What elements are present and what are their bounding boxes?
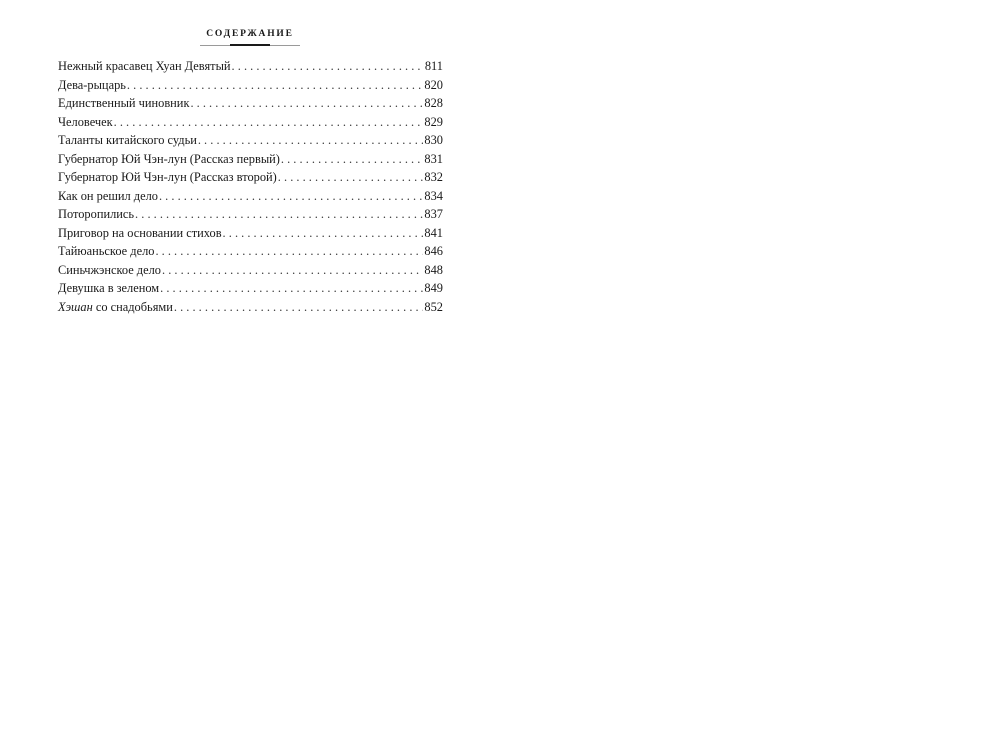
toc-entry	[58, 113, 443, 132]
toc-entry-title: Губернатор Юй Чэн-лун (Рассказ первый)	[58, 151, 280, 166]
dot-leader	[159, 187, 423, 206]
toc-entry	[58, 279, 443, 298]
dot-leader	[278, 168, 424, 187]
dot-leader	[155, 242, 423, 261]
toc-entry	[58, 168, 443, 187]
dot-leader	[127, 76, 423, 95]
toc-entry	[58, 261, 443, 280]
dot-leader	[281, 150, 424, 169]
toc-entry	[58, 224, 443, 243]
toc-entry-title: Как он решил дело	[58, 188, 158, 203]
toc-entry-page: 841	[424, 225, 443, 240]
dot-leader	[190, 94, 423, 113]
dot-leader	[114, 113, 424, 132]
toc-entry-title	[58, 298, 173, 317]
toc-entry-page: 848	[424, 262, 443, 277]
dot-leader	[198, 131, 424, 150]
toc-entry-title: Поторопились	[58, 207, 135, 221]
toc-entry-page: 837	[424, 207, 443, 221]
toc-entry-page: 828	[424, 96, 443, 110]
toc-entry	[58, 131, 443, 150]
page-title: СОДЕРЖАНИЕ	[206, 29, 294, 39]
toc-entry	[58, 76, 443, 95]
dot-leader	[160, 279, 423, 298]
toc-entry-title: Губернатор Юй Чэн-лун (Рассказ второй)	[58, 170, 277, 184]
toc-entry-page: 846	[424, 244, 443, 258]
toc-entry-title: Нежный красавец Хуан Девятый	[58, 59, 231, 73]
toc-entry-title: Таланты китайского судьи	[58, 133, 197, 147]
toc-entry-title-italic: Хэшан	[58, 299, 93, 314]
title-underline	[200, 45, 300, 46]
title-underline-accent	[230, 44, 270, 46]
toc-entry-title: Тайюаньское дело	[58, 244, 155, 258]
toc-entry	[58, 150, 443, 169]
toc-entry	[58, 94, 443, 113]
toc-entry-title: Девушка в зеленом	[58, 281, 160, 295]
dot-leader	[174, 298, 424, 317]
toc-entry	[58, 298, 443, 317]
toc-entry-page: 852	[424, 299, 443, 314]
toc-entry	[58, 57, 443, 76]
toc-entry-title: Единственный чиновник	[58, 96, 190, 110]
toc-entry-title: Приговор на основании стихов	[58, 225, 222, 240]
toc-entry-page: 831	[424, 151, 443, 166]
toc-entry-page: 830	[424, 133, 443, 147]
toc-entry-page: 829	[424, 114, 443, 129]
toc-entry-page: 832	[424, 170, 443, 184]
toc-entry	[58, 242, 443, 261]
dot-leader	[135, 205, 423, 224]
toc-entry-page: 811	[424, 59, 443, 73]
toc-entry	[58, 187, 443, 206]
dot-leader	[162, 261, 423, 280]
toc-entry-title-rest: со снадобьями	[92, 299, 173, 314]
toc-entry-page: 834	[424, 188, 443, 203]
dot-leader	[223, 224, 424, 243]
toc-entry-title: Человечек	[58, 114, 113, 129]
toc-entry-title: Дева-рыцарь	[58, 77, 126, 92]
toc-entry-page: 849	[424, 281, 443, 295]
toc-entry-title: Синьчжэнское дело	[58, 262, 161, 277]
toc-list	[58, 57, 443, 316]
toc-entry	[58, 205, 443, 224]
toc-header	[200, 28, 300, 46]
dot-leader	[232, 57, 424, 76]
toc-entry-page: 820	[424, 77, 443, 92]
